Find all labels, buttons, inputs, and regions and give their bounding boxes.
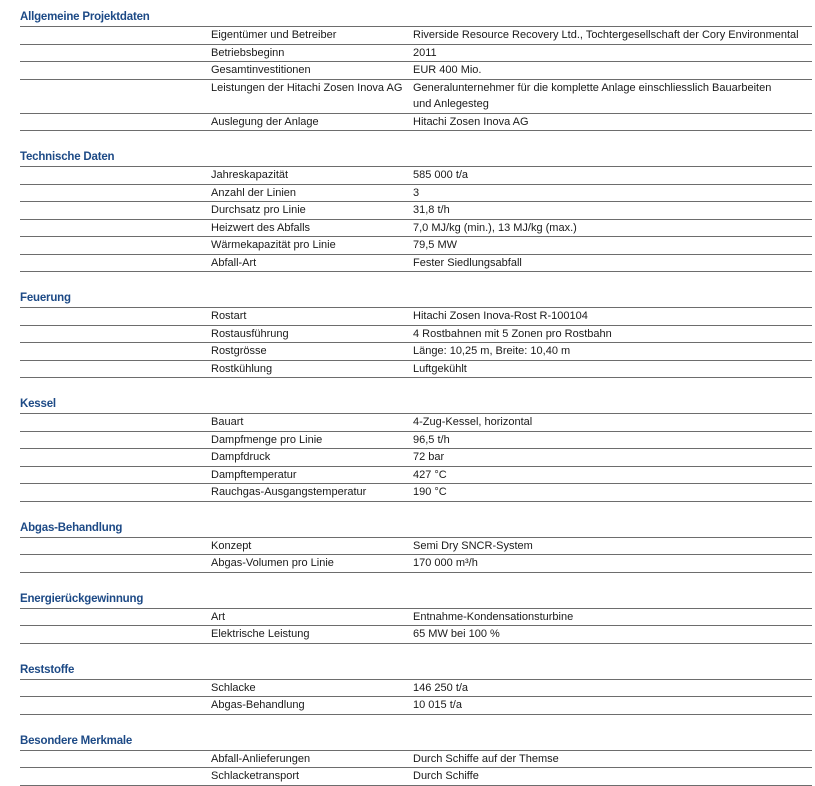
row-label: Abgas-Behandlung bbox=[211, 699, 305, 711]
table-row bbox=[20, 751, 812, 769]
table-row bbox=[20, 27, 812, 45]
row-label: Konzept bbox=[211, 539, 252, 552]
table-row bbox=[20, 467, 812, 485]
section-title: Allgemeine Projektdaten bbox=[20, 11, 150, 23]
row-value: 79,5 MW bbox=[413, 239, 458, 251]
row-value: Hitachi Zosen Inova-Rost R-100104 bbox=[413, 310, 588, 322]
row-label: Auslegung der Anlage bbox=[211, 115, 319, 128]
row-label: Gesamtinvestitionen bbox=[211, 64, 311, 76]
table-row bbox=[20, 361, 812, 379]
row-value: Hitachi Zosen Inova AG bbox=[413, 115, 529, 128]
row-value: 96,5 t/h bbox=[413, 433, 450, 446]
row-value: 4 Rostbahnen mit 5 Zonen pro Rostbahn bbox=[413, 327, 612, 340]
row-value: 10 015 t/a bbox=[413, 699, 462, 711]
table-row bbox=[20, 768, 812, 786]
section-rows bbox=[20, 537, 812, 573]
table-row bbox=[20, 80, 812, 114]
row-value: 65 MW bei 100 % bbox=[413, 628, 500, 640]
row-label: Schlacke bbox=[211, 681, 256, 694]
table-row bbox=[20, 62, 812, 80]
section-rows bbox=[20, 166, 812, 272]
row-value: Semi Dry SNCR-System bbox=[413, 539, 533, 552]
section-title: Feuerung bbox=[20, 292, 71, 304]
row-value: 427 °C bbox=[413, 468, 447, 481]
row-label: Dampftemperatur bbox=[211, 468, 297, 481]
row-label: Dampfdruck bbox=[211, 451, 271, 463]
section-abgas-behandlung bbox=[20, 511, 812, 573]
table-row bbox=[20, 255, 812, 273]
row-label: Art bbox=[211, 610, 226, 623]
row-value: 31,8 t/h bbox=[413, 204, 450, 216]
row-label: Jahreskapazität bbox=[211, 169, 289, 181]
row-label: Rostausführung bbox=[211, 327, 289, 340]
section-besondere-merkmale bbox=[20, 724, 812, 786]
row-value: Durch Schiffe auf der Themse bbox=[413, 752, 559, 765]
row-value: Entnahme-Kondensationsturbine bbox=[413, 610, 574, 623]
row-value: Luftgekühlt bbox=[413, 362, 467, 375]
section-allgemeine-projektdaten bbox=[20, 0, 812, 131]
row-value: 190 °C bbox=[413, 486, 447, 498]
table-row bbox=[20, 237, 812, 255]
row-label: Rostart bbox=[211, 310, 247, 322]
table-row bbox=[20, 343, 812, 361]
project-data-sheet bbox=[20, 0, 812, 786]
section-rows bbox=[20, 413, 812, 502]
row-value: EUR 400 Mio. bbox=[413, 64, 482, 76]
row-label: Bauart bbox=[211, 416, 244, 428]
row-value: 72 bar bbox=[413, 451, 445, 463]
table-row bbox=[20, 167, 812, 185]
section-reststoffe bbox=[20, 653, 812, 715]
row-value: Fester Siedlungsabfall bbox=[413, 256, 522, 269]
table-row bbox=[20, 680, 812, 698]
table-row bbox=[20, 220, 812, 238]
section-title: Technische Daten bbox=[20, 151, 115, 163]
row-value: Durch Schiffe bbox=[413, 770, 479, 782]
section-title: Reststoffe bbox=[20, 663, 75, 676]
section-technische-daten bbox=[20, 140, 812, 272]
section-title: Abgas-Behandlung bbox=[20, 521, 123, 534]
section-title: Energierückgewinnung bbox=[20, 592, 144, 605]
row-label: Wärmekapazität pro Linie bbox=[211, 239, 336, 251]
row-value: 585 000 t/a bbox=[413, 169, 469, 181]
row-label: Schlacketransport bbox=[211, 770, 300, 782]
row-label: Leistungen der Hitachi Zosen Inova AG bbox=[211, 81, 403, 94]
row-label: Elektrische Leistung bbox=[211, 628, 310, 640]
table-row bbox=[20, 555, 812, 573]
table-row bbox=[20, 185, 812, 203]
table-row bbox=[20, 45, 812, 63]
row-label: Eigentümer und Betreiber bbox=[211, 29, 337, 41]
row-value: 3 bbox=[413, 186, 420, 199]
row-label: Rostkühlung bbox=[211, 362, 273, 375]
row-value: 2011 bbox=[413, 46, 437, 59]
row-label: Durchsatz pro Linie bbox=[211, 204, 306, 216]
row-value: 146 250 t/a bbox=[413, 681, 469, 694]
section-title: Besondere Merkmale bbox=[20, 734, 133, 747]
row-value: 7,0 MJ/kg (min.), 13 MJ/kg (max.) bbox=[413, 221, 577, 234]
section-kessel bbox=[20, 387, 812, 502]
row-label: Abfall-Art bbox=[211, 256, 257, 269]
table-row bbox=[20, 484, 812, 502]
table-row bbox=[20, 609, 812, 627]
section-rows bbox=[20, 750, 812, 786]
row-value: 4-Zug-Kessel, horizontal bbox=[413, 416, 533, 428]
table-row bbox=[20, 114, 812, 132]
section-title: Kessel bbox=[20, 398, 56, 410]
row-label: Heizwert des Abfalls bbox=[211, 221, 311, 234]
row-label: Abgas-Volumen pro Linie bbox=[211, 557, 334, 569]
row-label: Betriebsbeginn bbox=[211, 46, 285, 59]
table-row bbox=[20, 432, 812, 450]
row-value: 170 000 m³/h bbox=[413, 557, 478, 569]
table-row bbox=[20, 414, 812, 432]
section-rows bbox=[20, 26, 812, 131]
row-label: Dampfmenge pro Linie bbox=[211, 433, 323, 446]
section-rows bbox=[20, 679, 812, 715]
table-row bbox=[20, 538, 812, 556]
row-label: Rauchgas-Ausgangstemperatur bbox=[211, 486, 367, 498]
row-label: Abfall-Anlieferungen bbox=[211, 752, 311, 765]
row-label: Rostgrösse bbox=[211, 345, 267, 357]
section-energierueckgewinnung bbox=[20, 582, 812, 644]
table-row bbox=[20, 697, 812, 715]
table-row bbox=[20, 308, 812, 326]
table-row bbox=[20, 449, 812, 467]
table-row bbox=[20, 626, 812, 644]
row-value: Länge: 10,25 m, Breite: 10,40 m bbox=[413, 345, 571, 357]
table-row bbox=[20, 326, 812, 344]
section-rows bbox=[20, 307, 812, 378]
section-feuerung bbox=[20, 281, 812, 378]
row-value: Riverside Resource Recovery Ltd., Tochtergesellschaft der Cory Environmental bbox=[413, 29, 799, 41]
section-rows bbox=[20, 608, 812, 644]
table-row bbox=[20, 202, 812, 220]
row-label: Anzahl der Linien bbox=[211, 186, 297, 199]
row-value: Generalunternehmer für die komplette Anlage einschliesslich Bauarbeiten und Anlegesteg bbox=[413, 81, 772, 110]
